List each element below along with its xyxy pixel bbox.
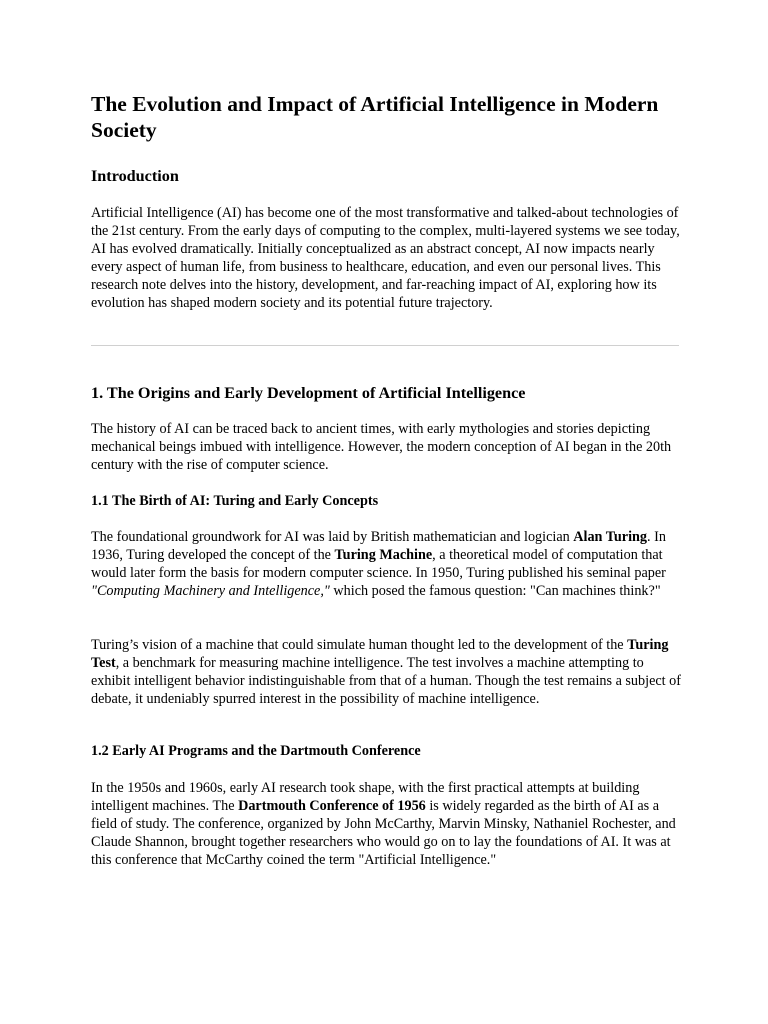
introduction-paragraph: Artificial Intelligence (AI) has become one of the most transformative and talked-about technologies of the 21st century. From the early days of computing to the complex, multi-layered systems we see today, AI has evolved dramatically. Initially conceptualized as an abstract concept, AI now impacts nearly every aspect of human life, from business to healthcare, education, and even our personal lives. This research note delves into the history, development, and far-reaching impact of AI, exploring how its evolution has shaped modern society and its potential future trajectory. <box>91 205 680 311</box>
section-1-heading: 1. The Origins and Early Development of Artificial Intelligence <box>91 384 526 402</box>
paper-title-italic: "Computing Machinery and Intelligence," <box>91 583 330 599</box>
turing-test-bold: Turing Test <box>91 637 669 671</box>
section-divider <box>91 345 679 346</box>
section-1-paragraph: The history of AI can be traced back to ancient times, with early mythologies and stories depicting mechanical beings imbued with intelligence. However, the modern conception of AI began in the 20th century with the rise of computer science. <box>91 421 672 473</box>
subsection-1-2-heading: 1.2 Early AI Programs and the Dartmouth Conference <box>91 743 421 759</box>
subsection-1-1-heading: 1.1 The Birth of AI: Turing and Early Concepts <box>91 493 379 509</box>
alan-turing-bold: Alan Turing <box>573 529 648 545</box>
document-title: The Evolution and Impact of Artificial Intelligence in Modern Society <box>91 92 659 142</box>
turing-machine-bold: Turing Machine <box>334 547 433 563</box>
dartmouth-conference-bold: Dartmouth Conference of 1956 <box>238 798 426 814</box>
introduction-heading: Introduction <box>91 167 179 185</box>
subsection-1-1-paragraph-2: Turing’s vision of a machine that could simulate human thought led to the development of the Turing Test, a benchmark for measuring machine intelligence. The test involves a machine attempting to exhibit intelligent behavior indistinguishable from that of a human. Though the test remains a subject of debate, it undeniably spurred interest in the possibility of machine intelligence. <box>91 637 681 707</box>
subsection-1-1-paragraph-1: The foundational groundwork for AI was laid by British mathematician and logician Alan Turing. In 1936, Turing developed the concept of the Turing Machine, a theoretical model of computation that would later form the basis for modern computer science. In 1950, Turing published his seminal paper "Computing Machinery and Intelligence," which posed the famous question: "Can machines think?" <box>91 529 666 599</box>
subsection-1-2-paragraph-1: In the 1950s and 1960s, early AI research took shape, with the first practical attempts at building intelligent machines. The Dartmouth Conference of 1956 is widely regarded as the birth of AI as a field of study. The conference, organized by John McCarthy, Marvin Minsky, Nathaniel Rochester, and Claude Shannon, brought together researchers who would go on to lay the foundations of AI. It was at this conference that McCarthy coined the term "Artificial Intelligence." <box>91 780 676 868</box>
